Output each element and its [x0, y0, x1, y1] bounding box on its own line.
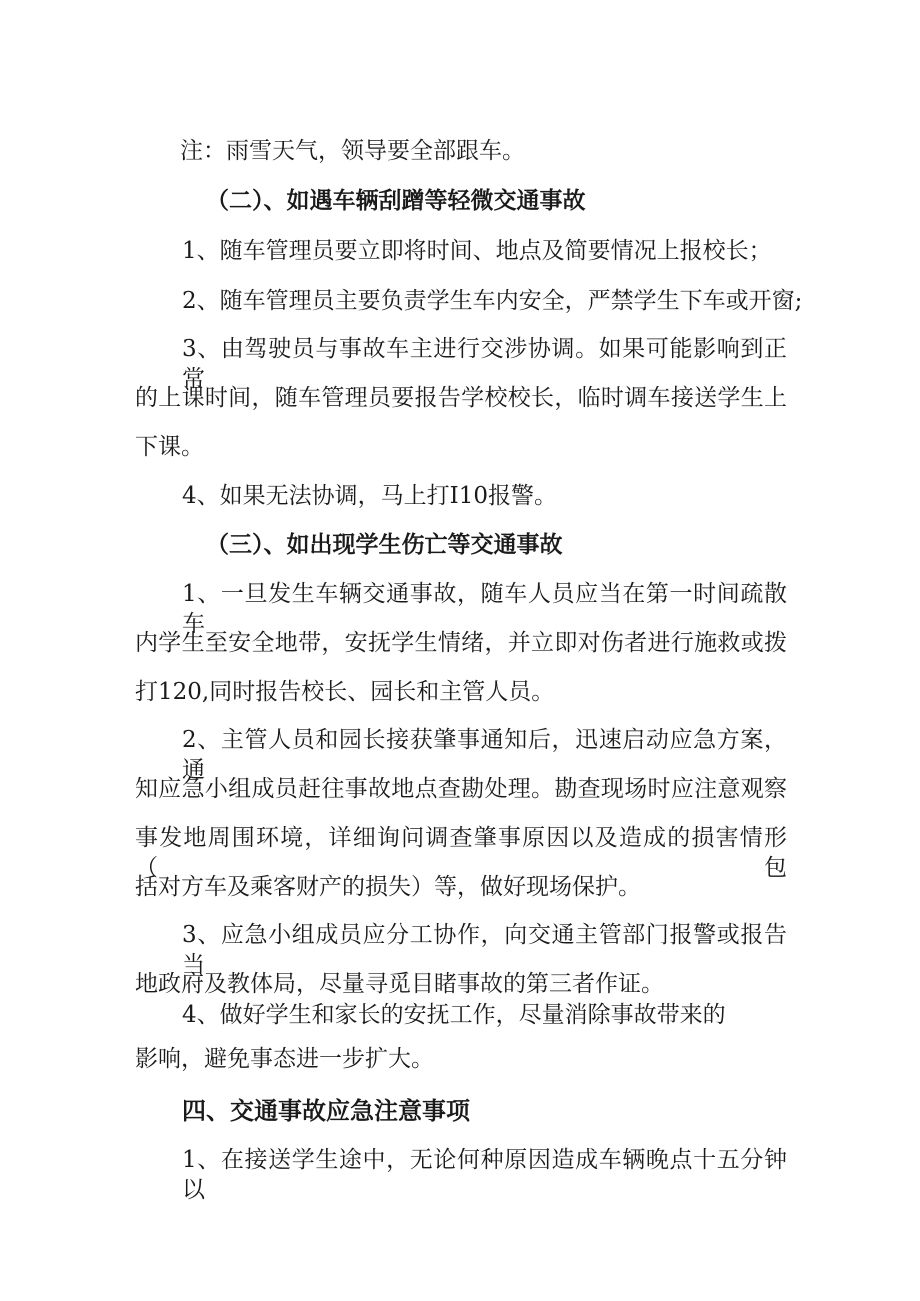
section-3-item-1-line-3: 打120,同时报告校长、园长和主管人员。 — [135, 679, 555, 705]
section-3-item-2-line-1: 2、主管人员和园长接获肇事通知后，迅速启动应急方案，通 — [182, 727, 787, 783]
note-line: 注：雨雪天气，领导要全部跟车。 — [180, 138, 525, 164]
section-3-item-3-line-1: 3、应急小组成员应分工协作，向交通主管部门报警或报告当 — [182, 922, 787, 978]
section-3-item-4-line-1: 4、做好学生和家长的安抚工作，尽量消除事故带来的 — [182, 1002, 726, 1028]
section-4-item-1-line-1: 1、在接送学生途中，无论何种原因造成车辆晚点十五分钟以 — [182, 1147, 787, 1203]
section-2-heading: （二）、如遇车辆刮蹭等轻微交通事故 — [206, 188, 586, 214]
section-3-item-1-line-1: 1、一旦发生车辆交通事故，随车人员应当在第一时间疏散车 — [182, 581, 787, 637]
section-4-heading: 四、交通事故应急注意事项 — [182, 1097, 470, 1125]
section-3-item-2-line-3: 事发地周围环境，详细询问调查肇事原因以及造成的损害情形（包 — [135, 825, 787, 881]
section-2-item-3-line-1: 3、由驾驶员与事故车主进行交涉协调。如果可能影响到正常 — [182, 336, 787, 392]
section-2-item-2: 2、随车管理员主要负责学生车内安全，严禁学生下车或开窗; — [182, 288, 803, 314]
section-2-item-3-line-3: 下课。 — [135, 434, 204, 460]
section-3-item-3-line-2: 地政府及教体局，尽量寻觅目睹事故的第三者作证。 — [135, 971, 664, 997]
section-3-item-2-line-2: 知应急小组成员赶往事故地点查勘处理。勘查现场时应注意观察 — [135, 776, 787, 802]
section-3-heading: （三）、如出现学生伤亡等交通事故 — [206, 532, 563, 558]
section-2-item-1: 1、随车管理员要立即将时间、地点及简要情况上报校长； — [182, 238, 772, 264]
section-2-item-3-line-2: 的上课时间，随车管理员要报告学校校长，临时调车接送学生上 — [135, 385, 787, 411]
section-2-item-4: 4、如果无法协调，马上打I10报警。 — [182, 483, 557, 509]
section-3-item-2-line-4: 括对方车及乘客财产的损失）等，做好现场保护。 — [135, 874, 641, 900]
section-3-item-1-line-2: 内学生至安全地带，安抚学生情绪，并立即对伤者进行施救或拨 — [135, 630, 787, 656]
section-3-item-4-line-2: 影响，避免事态进一步扩大。 — [135, 1046, 434, 1072]
